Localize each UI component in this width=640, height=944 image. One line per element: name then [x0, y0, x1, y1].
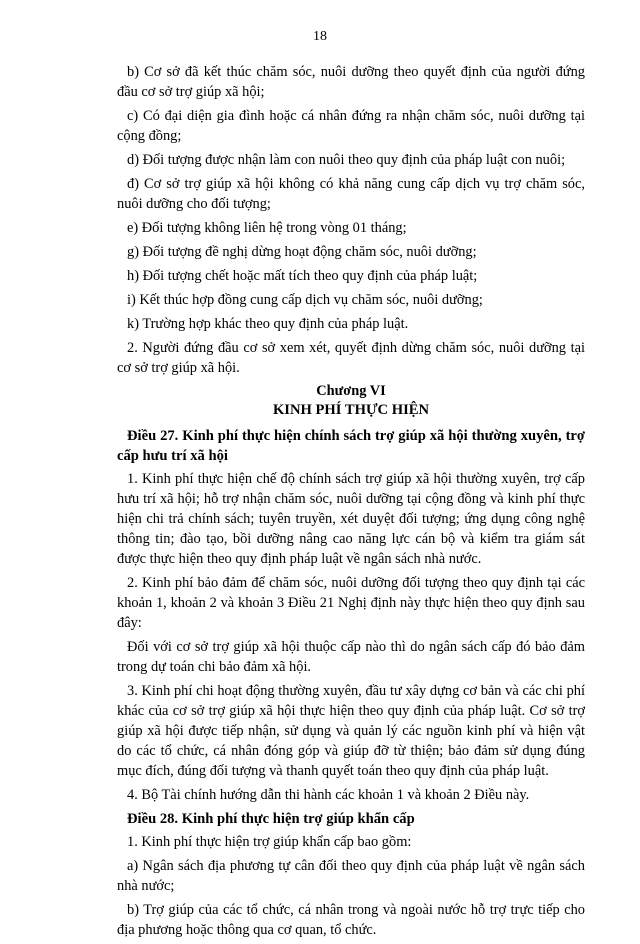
chapter-title: KINH PHÍ THỰC HIỆN	[272, 402, 430, 418]
clause-2: 2. Người đứng đầu cơ sở xem xét, quyết định dừng chăm sóc, nuôi dưỡng tại cơ sở trợ giúp xã hội.	[117, 340, 585, 376]
document-body	[117, 62, 585, 944]
article-27-paragraph: 2. Kinh phí bảo đảm để chăm sóc, nuôi dưỡng đối tượng theo quy định tại các khoản 1, khoản 2 và khoản 3 Điều 21 Nghị định này thực hiện theo quy định sau đây:	[117, 575, 585, 631]
article-27-paragraph: 4. Bộ Tài chính hướng dẫn thi hành các khoản 1 và khoản 2 Điều này.	[127, 787, 530, 803]
list-item: h) Đối tượng chết hoặc mất tích theo quy định của pháp luật;	[127, 268, 478, 284]
article-27-paragraph: 1. Kinh phí thực hiện chế độ chính sách trợ giúp xã hội thường xuyên, trợ cấp hưu trí xã hội; hỗ trợ nhận chăm sóc, nuôi dưỡng tại cộng đồng và kinh phí thực hiện chi trả chính sách; tuyên truyền, xét duyệt đối tượng; ứng dụng công nghệ thông tin; đào tạo, bồi dưỡng nâng cao năng lực cán bộ và kiểm tra giám sát được thực hiện theo quy định pháp luật về ngân sách nhà nước.	[117, 471, 585, 567]
list-item: c) Có đại diện gia đình hoặc cá nhân đứng ra nhận chăm sóc, nuôi dưỡng tại cộng đồng;	[117, 108, 585, 144]
article-28-paragraph: 1. Kinh phí thực hiện trợ giúp khẩn cấp bao gồm:	[127, 834, 412, 850]
list-item: e) Đối tượng không liên hệ trong vòng 01 tháng;	[127, 220, 407, 236]
article-27-paragraph: 3. Kinh phí chi hoạt động thường xuyên, đầu tư xây dựng cơ bản và các chi phí khác của cơ sở trợ giúp xã hội thực hiện theo quy định của pháp luật. Cơ sở trợ giúp xã hội được tiếp nhận, sử dụng và quản lý các nguồn kinh phí và hiện vật do các tổ chức, cá nhân đóng góp và giúp đỡ từ thiện; bảo đảm sử dụng đúng mục đích, đúng đối tượng và thanh quyết toán theo quy định của pháp luật.	[117, 683, 585, 779]
article-28-heading: Điều 28. Kinh phí thực hiện trợ giúp khẩn cấp	[127, 811, 415, 827]
chapter-label: Chương VI	[316, 383, 386, 399]
article-28-paragraph: a) Ngân sách địa phương tự cân đối theo quy định của pháp luật về ngân sách nhà nước;	[117, 858, 585, 894]
article-27-paragraph: Đối với cơ sở trợ giúp xã hội thuộc cấp nào thì do ngân sách cấp đó bảo đảm trong dự toán chi bảo đảm xã hội.	[117, 639, 585, 675]
list-item: b) Cơ sở đã kết thúc chăm sóc, nuôi dưỡng theo quyết định của người đứng đầu cơ sở trợ giúp xã hội;	[117, 64, 585, 100]
list-item: i) Kết thúc hợp đồng cung cấp dịch vụ chăm sóc, nuôi dưỡng;	[127, 292, 483, 308]
list-item: g) Đối tượng đề nghị dừng hoạt động chăm sóc, nuôi dưỡng;	[127, 244, 477, 260]
page-number: 18	[313, 29, 327, 44]
list-item: k) Trường hợp khác theo quy định của pháp luật.	[127, 316, 409, 332]
article-27-heading: Điều 27. Kinh phí thực hiện chính sách trợ giúp xã hội thường xuyên, trợ cấp hưu trí xã hội	[117, 428, 585, 464]
list-item: d) Đối tượng được nhận làm con nuôi theo quy định của pháp luật con nuôi;	[127, 152, 566, 168]
list-item: đ) Cơ sở trợ giúp xã hội không có khả năng cung cấp dịch vụ trợ chăm sóc, nuôi dưỡng cho đối tượng;	[117, 176, 585, 212]
article-28-paragraph: b) Trợ giúp của các tổ chức, cá nhân trong và ngoài nước hỗ trợ trực tiếp cho địa phương hoặc thông qua cơ quan, tổ chức.	[117, 902, 585, 938]
